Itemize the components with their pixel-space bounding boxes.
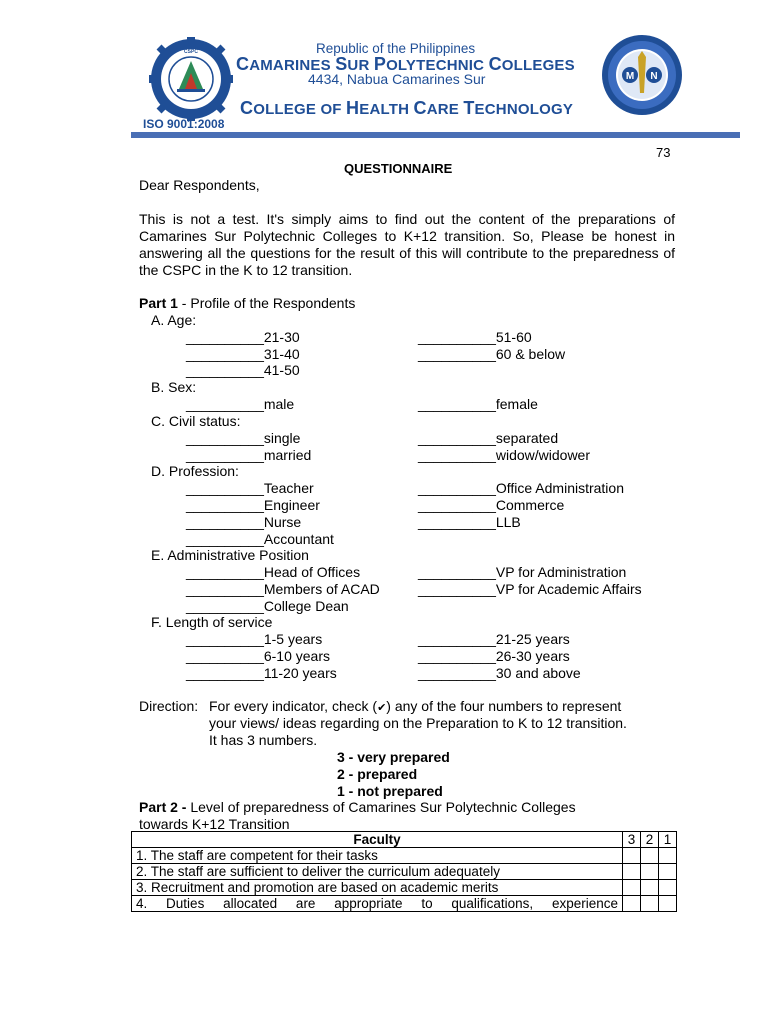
option-service-1-5[interactable]: __________1-5 years [186,631,323,647]
option-admin-head[interactable]: __________Head of Offices [186,564,361,580]
header-republic: Republic of the Philippines [316,41,476,56]
rating-cell-2[interactable] [641,896,659,912]
section-admin-title: E. Administrative Position [151,547,309,563]
section-civil-title: C. Civil status: [151,413,241,429]
faculty-table [131,831,677,912]
option-prof-engineer[interactable]: __________Engineer [186,497,320,513]
svg-text:CSPC: CSPC [184,49,198,55]
option-service-21-25[interactable]: __________21-25 years [418,631,570,647]
nursing-seal-logo [600,33,684,117]
iso-label: ISO 9001:2008 [143,117,225,131]
rating-cell-3[interactable] [623,896,641,912]
option-prof-teacher[interactable]: __________Teacher [186,480,314,496]
rating-cell-1[interactable] [659,896,677,912]
option-admin-acad[interactable]: __________Members of ACAD [186,581,380,597]
part2-heading: Part 2 - Level of preparedness of Camarines Sur Polytechnic Colleges [139,799,576,815]
table-row [132,864,677,880]
check-icon: ✔ [377,702,387,714]
header-college-name: CAMARINES SUR POLYTECHNIC COLLEGES [236,54,575,74]
section-service-title: F. Length of service [151,614,273,630]
page-number: 73 [656,145,671,160]
rating-cell-2[interactable] [641,880,659,896]
option-prof-llb[interactable]: __________LLB [418,514,521,530]
section-age-title: A. Age: [151,312,197,328]
option-sex-female[interactable]: __________female [418,396,538,412]
table-row-label: 2. The staff are sufficient to deliver the curriculum adequately [132,864,623,880]
table-row-label: 4. Duties allocated are appropriate to qualifications, experience [132,896,623,912]
option-prof-accountant[interactable]: __________Accountant [186,531,334,547]
table-header-2: 2 [641,832,659,848]
option-service-6-10[interactable]: __________6-10 years [186,648,331,664]
rating-cell-3[interactable] [623,848,641,864]
option-civil-married[interactable]: __________married [186,447,312,463]
rating-cell-3[interactable] [623,880,641,896]
header-address: 4434, Nabua Camarines Sur [308,71,486,87]
table-row-label: 3. Recruitment and promotion are based on academic merits [132,880,623,896]
table-row [132,896,677,912]
direction-line2: your views/ ideas regarding on the Preparation to K to 12 transition. [209,715,627,731]
rating-cell-1[interactable] [659,848,677,864]
part2-heading-cont: towards K+12 Transition [139,816,290,832]
table-header-faculty: Faculty [132,832,623,848]
option-age-41-50[interactable]: __________41-50 [186,362,300,378]
rating-cell-3[interactable] [623,864,641,880]
direction-line3: It has 3 numbers. [209,732,318,748]
option-service-30-above[interactable]: __________30 and above [418,665,581,681]
option-sex-male[interactable]: __________male [186,396,295,412]
rating-cell-2[interactable] [641,848,659,864]
rating-cell-1[interactable] [659,864,677,880]
scale-not-prepared: 1 - not prepared [337,783,443,799]
table-header-3: 3 [623,832,641,848]
option-admin-dean[interactable]: __________College Dean [186,598,349,614]
intro-paragraph: This is not a test. It's simply aims to find out the content of the preparations of Camarines Sur Polytechnic Colleges to K+12 transition. So, Please be honest in answering all the questions for the result of this will contribute to the preparedness of the CSPC in the K to 12 transition. [139,211,675,278]
header-department: COLLEGE OF HEALTH CARE TECHNOLOGY [240,98,574,118]
option-admin-vp-academic[interactable]: __________VP for Academic Affairs [418,581,642,597]
table-row [132,880,677,896]
greeting: Dear Respondents, [139,177,260,193]
scale-prepared: 2 - prepared [337,766,418,782]
option-prof-commerce[interactable]: __________Commerce [418,497,565,513]
direction-line1: For every indicator, check (✔) any of the four numbers to represent [209,698,622,714]
option-service-11-20[interactable]: __________11-20 years [186,665,337,681]
svg-text:N: N [650,71,658,82]
option-age-51-60[interactable]: __________51-60 [418,329,532,345]
college-seal-logo [149,37,233,121]
page-title: QUESTIONNAIRE [344,161,453,176]
section-sex-title: B. Sex: [151,379,197,395]
option-service-26-30[interactable]: __________26-30 years [418,648,570,664]
option-prof-office-admin[interactable]: __________Office Administration [418,480,624,496]
header-divider-bar [131,132,740,138]
option-age-60-below[interactable]: __________60 & below [418,346,566,362]
svg-text:M: M [625,71,635,82]
option-civil-separated[interactable]: __________separated [418,430,559,446]
option-prof-nurse[interactable]: __________Nurse [186,514,302,530]
option-admin-vp-admin[interactable]: __________VP for Administration [418,564,627,580]
option-civil-widow[interactable]: __________widow/widower [418,447,591,463]
option-age-21-30[interactable]: __________21-30 [186,329,300,345]
scale-very-prepared: 3 - very prepared [337,749,450,765]
rating-cell-1[interactable] [659,880,677,896]
table-row [132,848,677,864]
part1-heading: Part 1 - Profile of the Respondents [139,295,356,311]
option-age-31-40[interactable]: __________31-40 [186,346,300,362]
table-row-label: 1. The staff are competent for their tasks [132,848,623,864]
rating-cell-2[interactable] [641,864,659,880]
section-profession-title: D. Profession: [151,463,239,479]
option-civil-single[interactable]: __________single [186,430,301,446]
table-header-1: 1 [659,832,677,848]
direction-label: Direction: [139,698,199,714]
table-header-row [132,832,677,848]
